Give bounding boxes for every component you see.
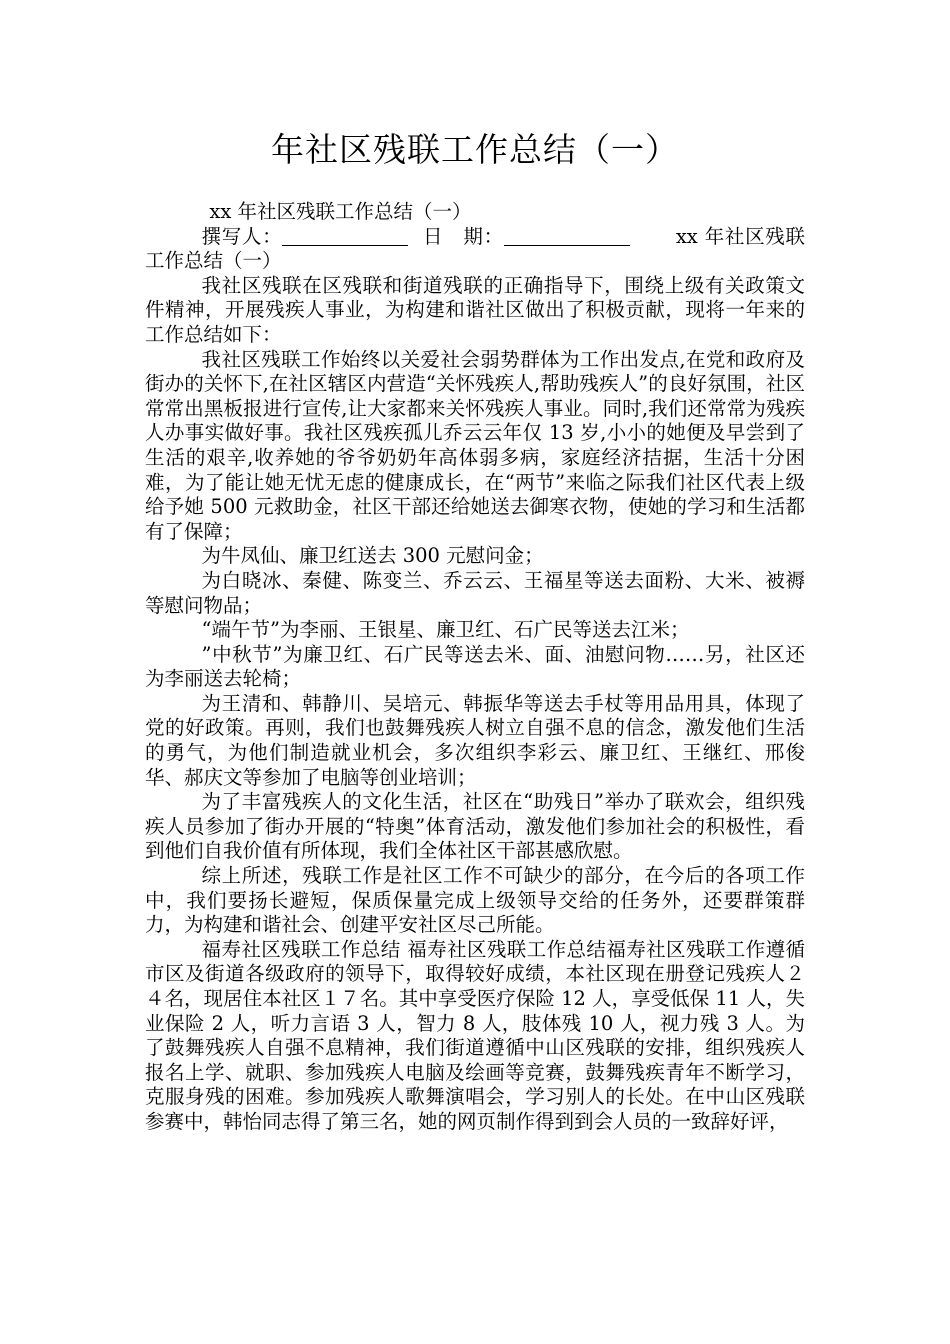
date-label: 日 期： xyxy=(422,224,504,248)
meta-trailing-title: xx 年社区残联工作总结（一） xyxy=(145,224,805,273)
document-subtitle: xx 年社区残联工作总结（一） xyxy=(209,200,472,223)
document-body xyxy=(145,200,805,1135)
paragraph: 为王清和、韩静川、吴培元、韩振华等送去手杖等用品用具，体现了党的好政策。再则，我们也鼓舞残疾人树立自强不息的信念，激发他们生活的勇气，为他们制造就业机会，多次组织李彩云、廉卫红、王继红、邢俊华、郝庆文等参加了电脑等创业培训； xyxy=(145,691,805,789)
date-blank xyxy=(504,225,630,246)
paragraph: 我社区残联在区残联和街道残联的正确指导下，围绕上级有关政策文件精神，开展残疾人事业，为构建和谐社区做出了积极贡献，现将一年来的工作总结如下： xyxy=(145,273,805,346)
paragraph: ”中秋节”为廉卫红、石广民等送去米、面、油慰问物……另，社区还为李丽送去轮椅； xyxy=(145,642,805,691)
paragraph: 为牛凤仙、廉卫红送去 300 元慰问金； xyxy=(201,544,544,568)
document-title: 年社区残联工作总结（一） xyxy=(271,130,679,169)
paragraph: 福寿社区残联工作总结 福寿社区残联工作总结福寿社区残联工作遵循市区及街道各级政府的领导下，取得较好成绩，本社区现在册登记残疾人２４名，现居住本社区１７名。其中享受医疗保险 12 人，享受低保 11 人，失业保险 2 人，听力言语 3 人，智力 8 人，肢体残 10 人，视力残 3 人。为了鼓舞残疾人自强不息精神，我们街道遵循中山区残联的安排，组织残疾人报名上学、就职、参加残疾人电脑及绘画等竞赛，鼓舞残疾青年不断学习，克服身残的困难。参加残疾人歌舞演唱会，学习别人的长处。在中山区残联参赛中，韩怡同志得了第三名，她的网页制作得到到会人员的一致辞好评， xyxy=(145,937,805,1133)
author-blank xyxy=(282,225,408,246)
author-date-line xyxy=(145,225,805,274)
paragraph: 为白晓冰、秦健、陈变兰、乔云云、王福星等送去面粉、大米、被褥等慰问物品； xyxy=(145,568,805,617)
paragraph: 我社区残联工作始终以关爱社会弱势群体为工作出发点,在党和政府及街办的关怀下,在社区辖区内营造“关怀残疾人,帮助残疾人”的良好氛围，社区常常出黑板报进行宣传,让大家都来关怀残疾人事业。同时,我们还常常为残疾人办事实做好事。我社区残疾孤儿乔云云年仅 13 岁,小小的她便及早尝到了生活的艰辛,收养她的爷爷奶奶年高体弱多病，家庭经济拮据，生活十分困难，为了能让她无忧无虑的健康成长，在“两节”来临之际我们社区代表上级给予她 500 元救助金，社区干部还给她送去御寒衣物，使她的学习和生活都有了保障； xyxy=(145,347,805,543)
author-label: 撰写人： xyxy=(201,224,283,248)
paragraph: 为了丰富残疾人的文化生活，社区在“助残日”举办了联欢会，组织残疾人员参加了街办开展的“特奥”体育活动，激发他们参加社会的积极性，看到他们自我价值有所体现，我们全体社区干部甚感欣慰。 xyxy=(145,790,805,863)
paragraph: “端午节”为李丽、王银星、廉卫红、石广民等送去江米； xyxy=(201,618,690,642)
paragraph: 综上所述，残联工作是社区工作不可缺少的部分，在今后的各项工作中，我们要扬长避短，保质保量完成上级领导交给的任务外，还要群策群力，为构建和谐社会、创建平安社区尽己所能。 xyxy=(145,864,805,937)
